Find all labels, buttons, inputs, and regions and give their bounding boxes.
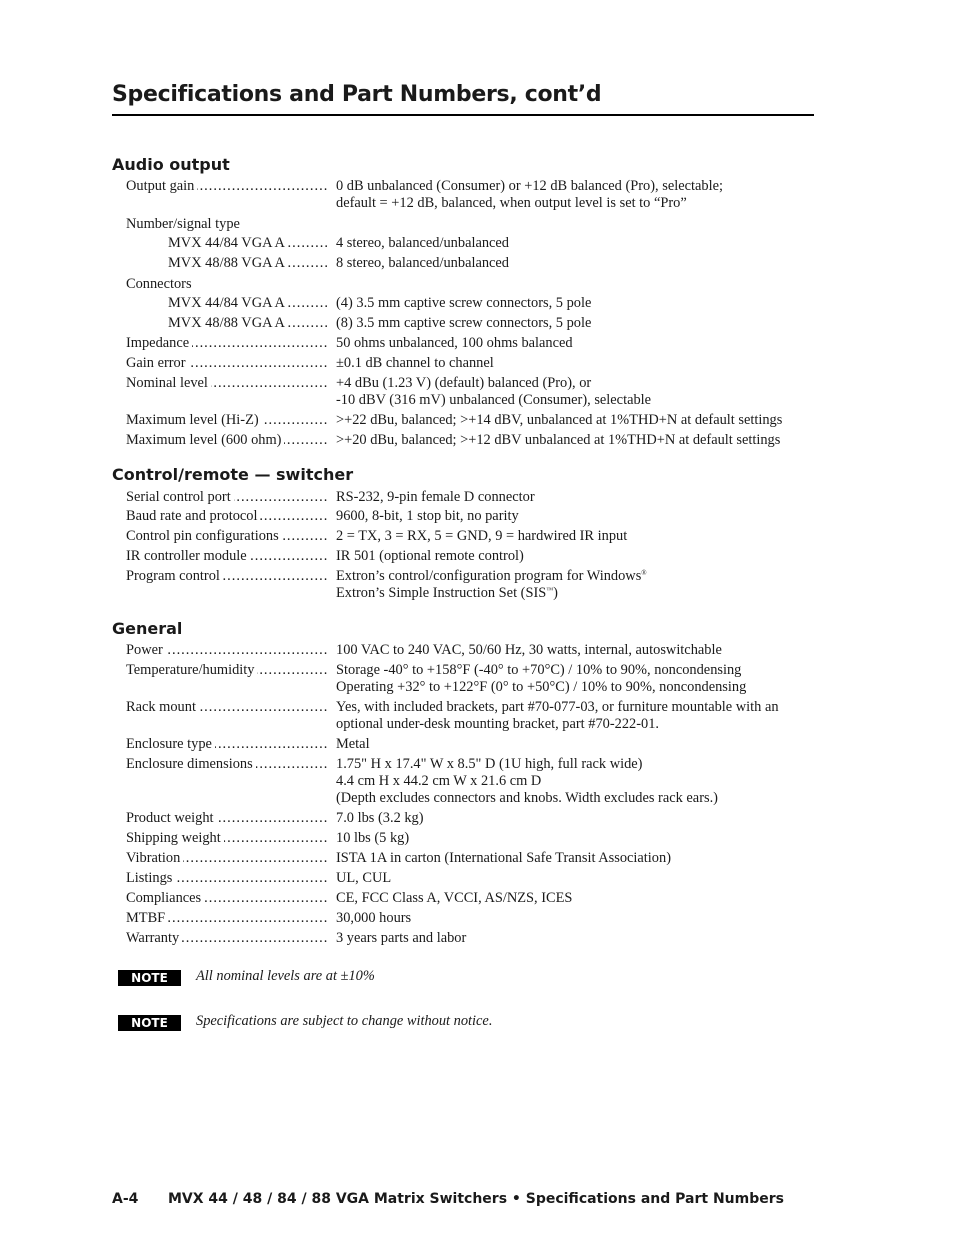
note-nominal-levels [118, 968, 818, 988]
spec-label: Connectors [126, 276, 195, 292]
spec-label: Control pin configurations [126, 528, 282, 544]
spec-value: CE, FCC Class A, VCCI, AS/NZS, ICES [336, 890, 573, 906]
title-rule [112, 114, 814, 116]
spec-value: 0 dB unbalanced (Consumer) or +12 dB balanced (Pro), selectable; [336, 178, 723, 194]
spec-label: Product weight [126, 810, 217, 826]
spec-value: 7.0 lbs (3.2 kg) [336, 810, 424, 826]
spec-value: ±0.1 dB channel to channel [336, 355, 494, 371]
spec-label: Vibration [126, 850, 183, 866]
spec-label: IR controller module [126, 548, 250, 564]
spec-label: Listings [126, 870, 175, 886]
spec-label: Nominal level [126, 375, 211, 391]
spec-value: >+20 dBu, balanced; >+12 dBV unbalanced at 1%THD+N at default settings [336, 432, 781, 448]
spec-value: 9600, 8-bit, 1 stop bit, no parity [336, 508, 519, 524]
spec-value: 4.4 cm H x 44.2 cm W x 21.6 cm D [336, 773, 542, 789]
spec-value: Storage -40° to +158°F (-40° to +70°C) / 10% to 90%, noncondensing [336, 662, 742, 678]
spec-value: Extron’s control/configuration program for Windows [336, 568, 642, 584]
spec-label: Maximum level (Hi-Z) [126, 412, 262, 428]
spec-value: >+22 dBu, balanced; >+14 dBV, unbalanced at 1%THD+N at default settings [336, 412, 783, 428]
spec-value: Extron’s Simple Instruction Set (SIS [336, 585, 547, 601]
spec-value: Operating +32° to +122°F (0° to +50°C) / 10% to 90%, noncondensing [336, 679, 747, 695]
spec-value: -10 dBV (316 mV) unbalanced (Consumer), selectable [336, 392, 652, 408]
spec-label: Temperature/humidity [126, 662, 257, 678]
spec-label: Program control [126, 568, 223, 584]
spec-value: 3 years parts and labor [336, 930, 467, 946]
spec-label: Compliances [126, 890, 204, 906]
spec-label: Maximum level (600 ohm) [126, 432, 284, 448]
spec-label: Enclosure dimensions [126, 756, 256, 772]
section-heading-audio-output: Audio output [112, 155, 230, 174]
spec-value: +4 dBu (1.23 V) (default) balanced (Pro), or [336, 375, 592, 391]
spec-label: Shipping weight [126, 830, 224, 846]
spec-label: Baud rate and protocol [126, 508, 260, 524]
page-title: Specifications and Part Numbers, cont’d [112, 82, 602, 107]
spec-value: 50 ohms unbalanced, 100 ohms balanced [336, 335, 573, 351]
page-footer [112, 1191, 784, 1207]
spec-value: 30,000 hours [336, 910, 412, 926]
note-text: All nominal levels are at ±10% [196, 968, 375, 984]
spec-label: MVX 44/84 VGA A [168, 295, 288, 311]
spec-label: MVX 48/88 VGA A [168, 255, 288, 271]
spec-label: Power [126, 642, 166, 658]
note-badge: NOTE [118, 1015, 181, 1031]
spec-value: 2 = TX, 3 = RX, 5 = GND, 9 = hardwired IR input [336, 528, 628, 544]
spec-label: Rack mount [126, 699, 199, 715]
spec-label: Output gain [126, 178, 197, 194]
spec-value: (8) 3.5 mm captive screw connectors, 5 pole [336, 315, 592, 331]
spec-value: 100 VAC to 240 VAC, 50/60 Hz, 30 watts, internal, autoswitchable [336, 642, 722, 658]
spec-value: default = +12 dB, balanced, when output level is set to “Pro” [336, 195, 687, 211]
spec-value-suffix: ) [553, 585, 558, 601]
note-badge: NOTE [118, 970, 181, 986]
spec-value: IR 501 (optional remote control) [336, 548, 524, 564]
section-heading-control-remote: Control/remote — switcher [112, 465, 354, 484]
spec-value: (Depth excludes connectors and knobs. Width excludes rack ears.) [336, 790, 718, 806]
section-heading-general: General [112, 619, 183, 638]
spec-value: 10 lbs (5 kg) [336, 830, 410, 846]
spec-value: ISTA 1A in carton (International Safe Transit Association) [336, 850, 671, 866]
trademark-mark: ™ [546, 586, 554, 594]
page-number: A-4 [112, 1191, 139, 1207]
spec-value: Metal [336, 736, 370, 752]
registered-mark: ® [641, 569, 647, 577]
spec-value: 8 stereo, balanced/unbalanced [336, 255, 510, 271]
spec-label: MVX 44/84 VGA A [168, 235, 288, 251]
spec-label: Warranty [126, 930, 182, 946]
spec-label: Serial control port [126, 489, 234, 505]
spec-label: Enclosure type [126, 736, 215, 752]
note-text: Specifications are subject to change without notice. [196, 1013, 493, 1029]
spec-label: Number/signal type [126, 216, 243, 232]
spec-value: RS-232, 9-pin female D connector [336, 489, 535, 505]
spec-label: Impedance [126, 335, 192, 351]
spec-value: 1.75" H x 17.4" W x 8.5" D (1U high, full rack wide) [336, 756, 643, 772]
footer-text: MVX 44 / 48 / 84 / 88 VGA Matrix Switchers • Specifications and Part Numbers [168, 1191, 784, 1207]
note-specifications-change [118, 1013, 818, 1033]
spec-value: (4) 3.5 mm captive screw connectors, 5 pole [336, 295, 592, 311]
spec-value: Yes, with included brackets, part #70-077-03, or furniture mountable with an [336, 699, 779, 715]
spec-value: 4 stereo, balanced/unbalanced [336, 235, 510, 251]
spec-label: Gain error [126, 355, 189, 371]
spec-value: UL, CUL [336, 870, 392, 886]
spec-label: MTBF [126, 910, 168, 926]
spec-value: optional under-desk mounting bracket, part #70-222-01. [336, 716, 660, 732]
spec-label: MVX 48/88 VGA A [168, 315, 288, 331]
